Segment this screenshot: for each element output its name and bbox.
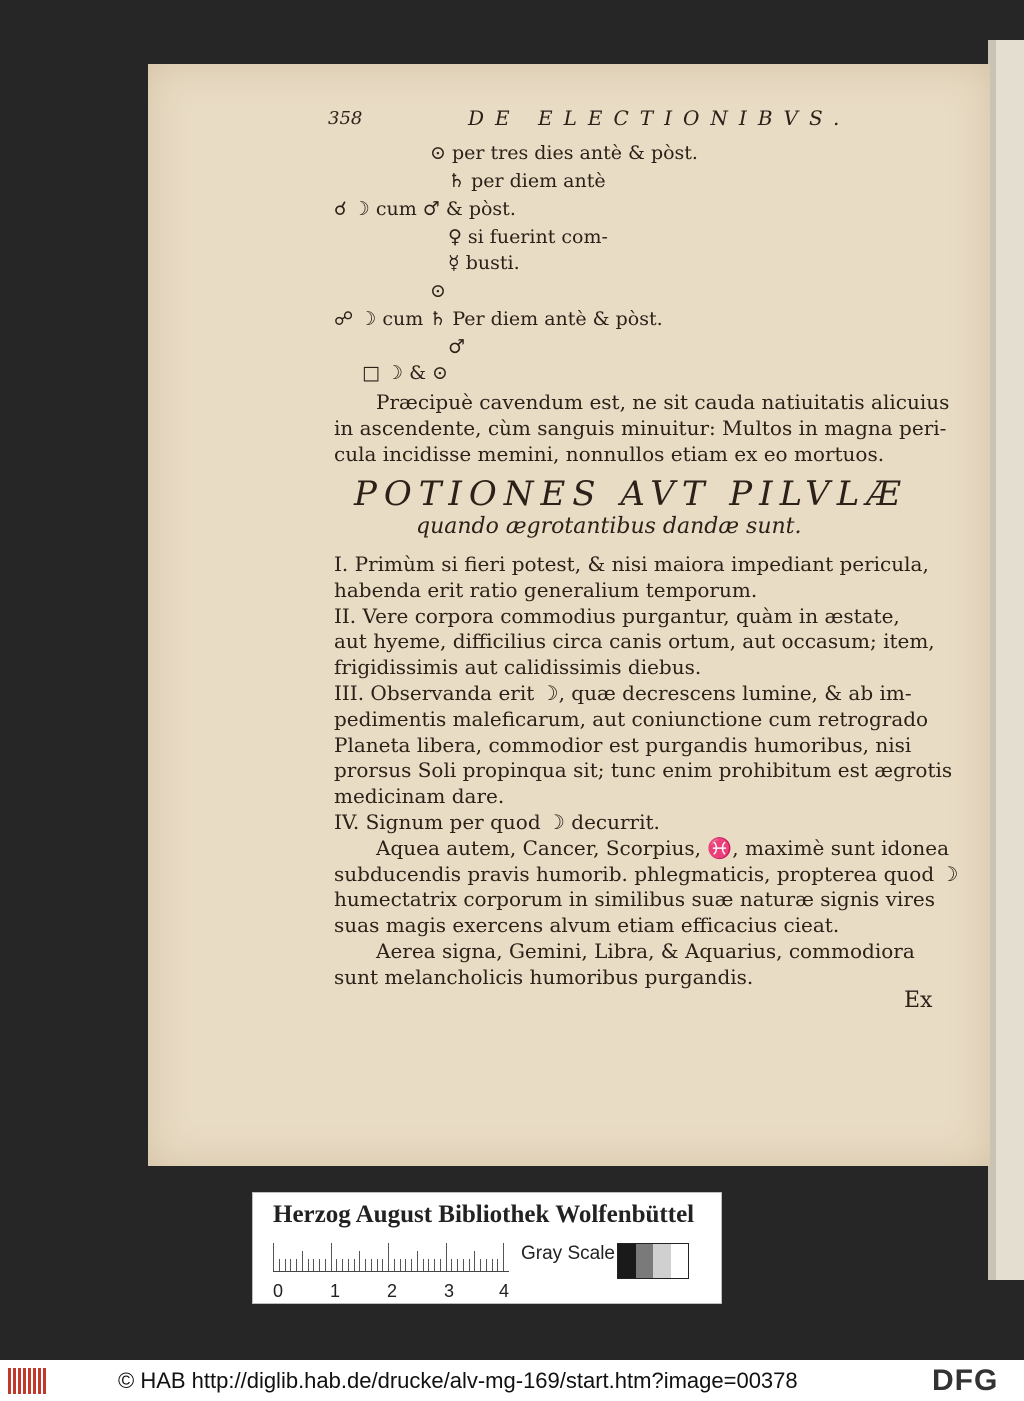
body-line: IV. Signum per quod ☽ decurrit.	[334, 810, 660, 834]
paragraph-line: Præcipuè cavendum est, ne sit cauda natiuitatis alicuius	[376, 390, 950, 414]
ruler-tick	[469, 1259, 470, 1271]
ruler-tick	[423, 1259, 424, 1271]
body-line: sunt melancholicis humoribus purgandis.	[334, 965, 754, 989]
table-line: ♄ per diem antè	[448, 170, 606, 192]
ruler-tick	[463, 1259, 464, 1271]
ruler-tick	[388, 1243, 389, 1271]
ruler-tick	[457, 1259, 458, 1271]
ruler-tick	[308, 1259, 309, 1271]
ruler-tick	[492, 1259, 493, 1271]
ruler-tick	[313, 1259, 314, 1271]
dfg-logo: DFG	[932, 1364, 999, 1397]
gray-scale-swatch	[617, 1243, 689, 1279]
ruler-tick	[371, 1259, 372, 1271]
section-subheading: quando ægrotantibus dandæ sunt.	[416, 514, 802, 539]
book-page	[148, 64, 990, 1166]
ruler-number: 1	[330, 1281, 341, 1301]
ruler-tick	[336, 1259, 337, 1271]
ruler-tick	[285, 1259, 286, 1271]
ruler-tick	[446, 1243, 447, 1271]
ruler-tick	[440, 1259, 441, 1271]
body-line: Aquea autem, Cancer, Scorpius, ♓, maximè sunt idonea	[376, 836, 950, 860]
ruler-tick	[411, 1259, 412, 1271]
library-name: Herzog August Bibliothek Wolfenbüttel	[273, 1201, 695, 1228]
body-line: pedimentis maleficarum, aut coniunctione cum retrogrado	[334, 707, 929, 731]
table-line: ♂	[448, 336, 466, 358]
body-line: aut hyeme, difficilius circa canis ortum, aut occasum; item,	[334, 629, 935, 653]
ruler-tick	[348, 1259, 349, 1271]
ruler-tick	[296, 1259, 297, 1271]
table-line: ⊙	[430, 280, 446, 302]
footer-url-link[interactable]: © HAB http://diglib.hab.de/drucke/alv-mg-169/start.htm?image=00378	[118, 1368, 798, 1393]
ruler-number: 4	[499, 1281, 510, 1301]
gray-scale-label: Gray Scale	[521, 1243, 615, 1264]
table-line: ⊙ per tres dies antè & pòst.	[430, 142, 698, 164]
ruler-tick	[428, 1259, 429, 1271]
ruler-tick	[503, 1243, 504, 1271]
ruler-tick	[382, 1259, 383, 1271]
body-line: I. Primùm si fieri potest, & nisi maiora impediant pericula,	[334, 552, 929, 576]
paragraph-line: cula incidisse memini, nonnullos etiam ex eo mortuos.	[334, 442, 885, 466]
ruler-number: 2	[387, 1281, 398, 1301]
facing-page-edge-light	[996, 40, 1024, 1280]
body-line: medicinam dare.	[334, 784, 505, 808]
body-line: humectatrix corporum in similibus suæ naturæ signis vires	[334, 887, 935, 911]
ruler-tick	[302, 1251, 303, 1271]
table-line: ☌ ☽ cum ♂ & pòst.	[334, 198, 516, 220]
ruler-tick	[354, 1259, 355, 1271]
body-line: frigidissimis aut calidissimis diebus.	[334, 655, 702, 679]
body-line: prorsus Soli propinqua sit; tunc enim prohibitum est ægrotis	[334, 758, 953, 782]
body-line: Planeta libera, commodior est purgandis humoribus, nisi	[334, 733, 912, 757]
ruler-tick	[394, 1259, 395, 1271]
ruler-tick	[377, 1259, 378, 1271]
page-number: 358	[328, 108, 363, 129]
body-line: III. Observanda erit ☽, quæ decrescens lumine, & ab im-	[334, 681, 912, 705]
hab-logo-icon	[8, 1368, 48, 1394]
body-line: suas magis exercens alvum etiam efficacius cieat.	[334, 913, 840, 937]
ruler-tick	[400, 1259, 401, 1271]
ruler-tick	[434, 1259, 435, 1271]
ruler-tick	[359, 1251, 360, 1271]
section-heading: POTIONES AVT PILVLÆ	[354, 474, 908, 514]
paragraph-line: in ascendente, cùm sanguis minuitur: Multos in magna peri-	[334, 416, 947, 440]
ruler-tick	[486, 1259, 487, 1271]
ruler-tick	[451, 1259, 452, 1271]
footer-bar	[0, 1360, 1024, 1401]
ruler-tick	[273, 1243, 274, 1271]
ruler-tick	[365, 1259, 366, 1271]
ruler-tick	[497, 1259, 498, 1271]
body-line: II. Vere corpora commodius purgantur, quàm in æstate,	[334, 604, 900, 628]
scale-ruler	[273, 1243, 509, 1272]
table-line: ♀ si fuerint com-	[448, 226, 608, 248]
ruler-tick	[474, 1251, 475, 1271]
body-line: subducendis pravis humorib. phlegmaticis, propterea quod ☽	[334, 862, 959, 886]
ruler-tick	[417, 1251, 418, 1271]
table-line: □ ☽ & ⊙	[362, 362, 448, 384]
ruler-number: 3	[444, 1281, 455, 1301]
table-line: ☍ ☽ cum ♄ Per diem antè & pòst.	[334, 308, 663, 330]
catchword: Ex	[904, 988, 933, 1013]
ruler-tick	[331, 1243, 332, 1271]
table-line: ☿ busti.	[448, 252, 520, 274]
ruler-tick	[342, 1259, 343, 1271]
body-line: habenda erit ratio generalium temporum.	[334, 578, 758, 602]
ruler-tick	[279, 1259, 280, 1271]
ruler-tick	[405, 1259, 406, 1271]
ruler-tick	[480, 1259, 481, 1271]
ruler-tick	[319, 1259, 320, 1271]
color-target-card	[252, 1192, 722, 1304]
ruler-tick	[325, 1259, 326, 1271]
body-line: Aerea signa, Gemini, Libra, & Aquarius, commodiora	[376, 939, 915, 963]
ruler-tick	[290, 1259, 291, 1271]
running-title: DE ELECTIONIBVS.	[468, 106, 851, 130]
ruler-number: 0	[273, 1281, 284, 1301]
